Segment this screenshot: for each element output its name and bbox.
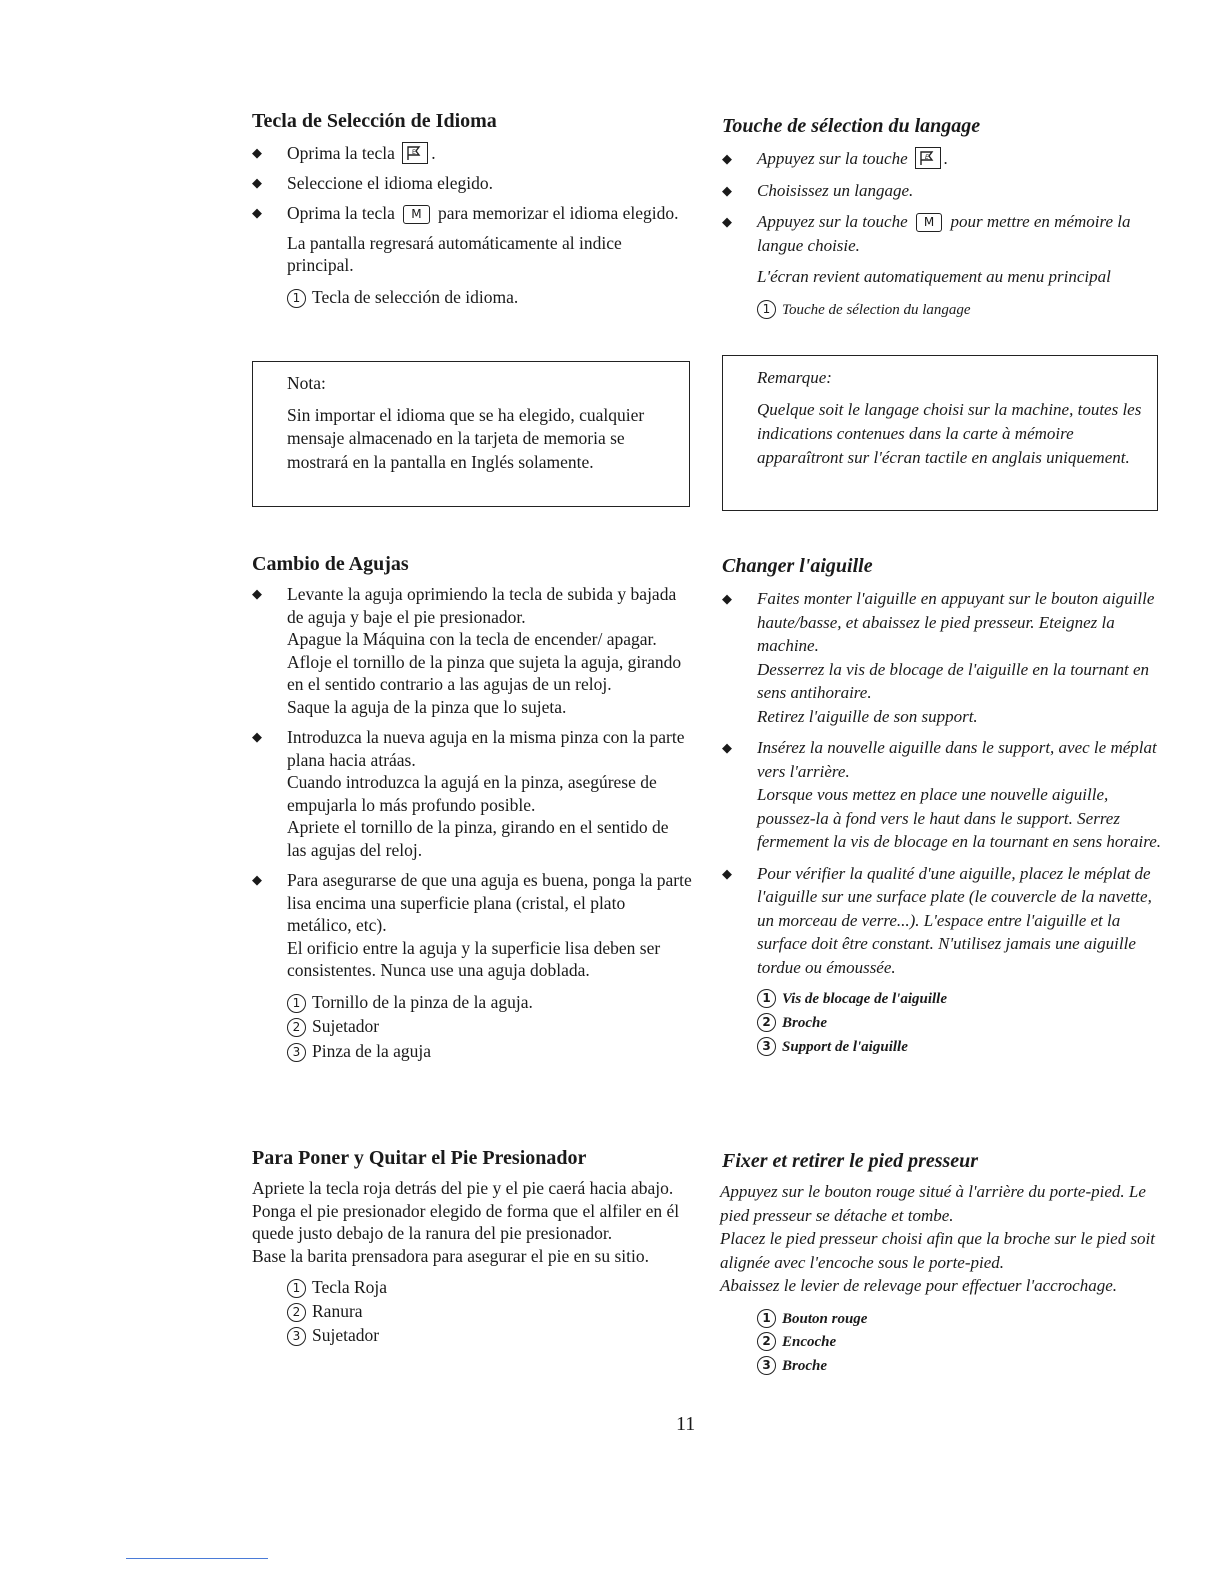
list-item: 2 Broche <box>757 1011 1162 1035</box>
fr-reference-list <box>722 1308 1162 1379</box>
page-number: 11 <box>676 1413 696 1435</box>
fr-note-title: Remarque: <box>757 368 832 387</box>
es-bullet-list <box>252 142 692 224</box>
fr-reference-list <box>722 987 1162 1059</box>
list-item: 3 Broche <box>757 1355 1162 1379</box>
fr-section-language-key <box>722 113 1162 322</box>
es-section-language-key <box>252 108 692 308</box>
fr-paragraph: Placez le pied presseur choisi afin que la broche sur le pied soit alignée avec l'encoche sous le porte-pied. <box>720 1229 1156 1272</box>
es-paragraph: Base la barita prensadora para asegurar el pie en su sitio. <box>252 1245 649 1266</box>
es-note-text: Sin importar el idioma que se ha elegido, cualquier mensaje almacenado en la tarjeta de memoria se mostrará en la pantalla en Inglés solamente. <box>287 404 645 472</box>
bullet-icon: ◆ <box>252 205 262 220</box>
list-item: 1 Tornillo de la pinza de la aguja. <box>287 990 692 1015</box>
es-note-box <box>252 361 690 507</box>
language-key-icon <box>402 142 428 164</box>
circled-number: 3 <box>287 1327 306 1346</box>
es-bullet-list <box>252 583 692 982</box>
fr-note-box <box>722 355 1158 511</box>
fr-paragraph: Appuyez sur le bouton rouge situé à l'arrière du porte-pied. Le pied presseur se détache et tombe. <box>720 1182 1146 1225</box>
list-item: 2 Encoche <box>757 1331 1162 1355</box>
circled-number: 3 <box>757 1037 776 1056</box>
es-reference-list <box>252 990 692 1064</box>
fr-heading-language-key: Touche de sélection du langage <box>722 115 981 137</box>
list-item: 2 Ranura <box>287 1299 692 1323</box>
fr-note-text: Quelque soit le langage choisi sur la machine, toutes les indications contenues dans la carte à mémoire apparaîtront sur l'écran tactile en anglais uniquement. <box>757 400 1142 467</box>
scan-artifact-line <box>126 1558 268 1559</box>
bullet-icon: ◆ <box>252 872 262 887</box>
fr-paragraph: L'écran revient automatiquement au menu principal <box>757 267 1111 286</box>
fr-paragraph: Abaissez le levier de relevage pour effectuer l'accrochage. <box>720 1276 1118 1295</box>
svg-text:E: E <box>412 149 417 156</box>
circled-number: 1 <box>287 994 306 1013</box>
list-item: ◆ Oprima la tecla M para memorizar el idioma elegido. <box>252 203 679 223</box>
list-item: 1 Vis de blocage de l'aiguille <box>757 987 1162 1011</box>
fr-section-presser-foot <box>722 1148 1162 1378</box>
bullet-icon: ◆ <box>252 729 262 744</box>
circled-number: 1 <box>757 989 776 1008</box>
list-item: 3 Sujetador <box>287 1323 692 1347</box>
list-item: 3 Pinza de la aguja <box>287 1039 692 1064</box>
fr-reference: 1 Touche de sélection du langage <box>722 299 1162 323</box>
list-item: ◆ Appuyez sur la touche M pour mettre en mémoire la langue choisie. <box>722 212 1131 255</box>
es-section-needle-change <box>252 551 692 1063</box>
es-paragraph: Apriete la tecla roja detrás del pie y el pie caerá hacia abajo. <box>252 1178 674 1198</box>
circled-number: 2 <box>757 1013 776 1032</box>
bullet-icon: ◆ <box>722 214 732 229</box>
list-item: ◆ Para asegurarse de que una aguja es buena, ponga la parte lisa encima una superficie plana (cristal, el plato metálico, etc). El orificio entre la aguja y la superficie lisa deben ser consistentes. Nunca use una aguja doblada. <box>252 870 692 980</box>
bullet-icon: ◆ <box>252 145 262 160</box>
circled-number: 1 <box>287 289 306 308</box>
es-section-presser-foot <box>252 1145 692 1347</box>
es-reference: 1 Tecla de selección de idioma. <box>252 286 692 308</box>
language-key-icon <box>915 147 941 169</box>
circled-number: 3 <box>287 1043 306 1062</box>
fr-bullet-list <box>722 147 1162 257</box>
es-paragraph: Ponga el pie presionador elegido de forma que el alfiler en él quede justo debajo de la ranura del pie presionador. <box>252 1200 680 1243</box>
es-note-title: Nota: <box>287 373 326 393</box>
fr-heading-presser-foot: Fixer et retirer le pied presseur <box>722 1150 979 1172</box>
bullet-icon: ◆ <box>252 175 262 190</box>
list-item: ◆ Insérez la nouvelle aiguille dans le support, avec le méplat vers l'arrière. Lorsque vous mettez en place une nouvelle aiguille, poussez-la à fond vers le haut dans le support. Serrez fermement la vis de blocage en la tournant en sens horaire. <box>722 738 1161 851</box>
svg-text:E: E <box>924 154 929 161</box>
list-item: ◆ Oprima la tecla E . <box>252 143 436 163</box>
bullet-icon: ◆ <box>722 151 732 166</box>
list-item: ◆ Faites monter l'aiguille en appuyant sur le bouton aiguille haute/basse, et abaissez le pied presseur. Eteignez la machine. Desserrez la vis de blocage de l'aiguille en la tournant en sens antihoraire. Retirez l'aiguille de son support. <box>722 589 1155 726</box>
list-item: ◆ Appuyez sur la touche E . <box>722 147 1162 171</box>
bullet-icon: ◆ <box>722 865 732 881</box>
circled-number: 2 <box>757 1332 776 1351</box>
es-heading-language-key: Tecla de Selección de Idioma <box>252 110 497 132</box>
fr-section-needle-change <box>722 553 1162 1059</box>
es-heading-needle-change: Cambio de Agujas <box>252 553 409 575</box>
bullet-icon: ◆ <box>722 591 732 606</box>
bullet-icon: ◆ <box>722 740 732 755</box>
list-item: ◆ Choisissez un langage. <box>722 179 1162 203</box>
memory-key-icon: M <box>403 205 429 224</box>
list-item: 1 Bouton rouge <box>757 1308 1162 1332</box>
circled-number: 1 <box>757 1309 776 1328</box>
memory-key-icon: M <box>916 213 942 232</box>
es-heading-presser-foot: Para Poner y Quitar el Pie Presionador <box>252 1147 587 1169</box>
list-item: 1 Tecla Roja <box>287 1275 692 1299</box>
list-item: ◆ Seleccione el idioma elegido. <box>252 173 494 193</box>
list-item: ◆ Levante la aguja oprimiendo la tecla de subida y bajada de aguja y baje el pie presionador. Apague la Máquina con la tecla de encender/ apagar. Afloje el tornillo de la pinza que sujeta la aguja, girando en el sentido contrario a las agujas de un reloj. Saque la aguja de la pinza que lo sujeta. <box>252 584 682 717</box>
fr-heading-needle-change: Changer l'aiguille <box>722 555 873 577</box>
bullet-icon: ◆ <box>722 182 732 198</box>
circled-number: 3 <box>757 1356 776 1375</box>
circled-number: 2 <box>287 1303 306 1322</box>
list-item: 3 Support de l'aiguille <box>757 1035 1162 1059</box>
circled-number: 2 <box>287 1018 306 1037</box>
circled-number: 1 <box>287 1279 306 1298</box>
list-item: ◆ Pour vérifier la qualité d'une aiguille, placez le méplat de l'aiguille sur une surface plate (le couvercle de la navette, un morceau de verre...). L'espace entre l'aiguille et la surface doit être constant. N'utilisez jamais une aiguille tordue ou émoussée. <box>722 863 1152 977</box>
list-item: 2 Sujetador <box>287 1014 692 1039</box>
es-reference-list <box>252 1275 692 1347</box>
es-paragraph: La pantalla regresará automáticamente al indice principal. <box>287 233 622 275</box>
circled-number: 1 <box>757 300 776 319</box>
bullet-icon: ◆ <box>252 586 262 601</box>
list-item: ◆ Introduzca la nueva aguja en la misma pinza con la parte plana hacia atráas. Cuando introduzca la agujá en la pinza, asegúrese de empujarla lo más profundo posible. Apriete el tornillo de la pinza, girando en el sentido de las agujas del reloj. <box>252 727 685 860</box>
fr-bullet-list <box>722 587 1162 979</box>
